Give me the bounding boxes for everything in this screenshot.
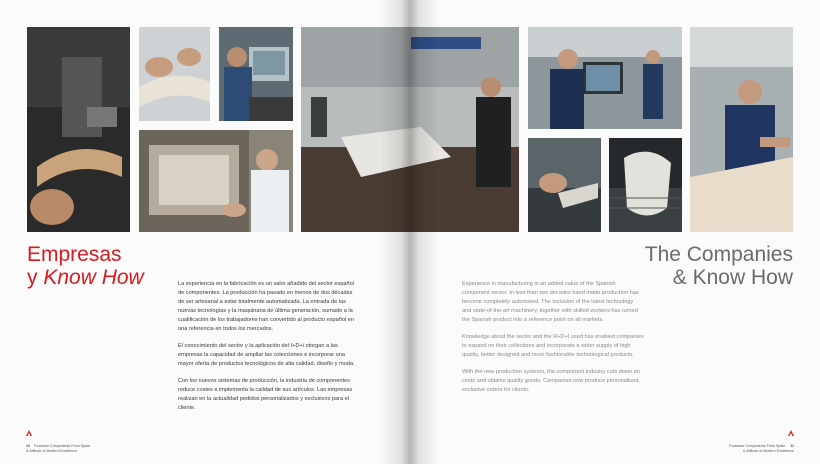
- hands-shaping-sole-photo: [139, 27, 210, 121]
- footer-subtitle: & Attitude of Modern Excellence: [743, 449, 794, 453]
- english-heading: [645, 243, 793, 289]
- sole-mold-photo: [609, 138, 682, 232]
- spanish-paragraph-2: El conocimiento del sector y la aplicación del I+D+i otorgan a las empresas la capacidad de ampliar las colecciones e incorporar una mayor oferta de productos tecnológicos de alta calidad, diseño y moda.: [178, 343, 355, 367]
- english-heading-line2: & Know How: [672, 266, 793, 289]
- shoe-sole-machine-photo: [27, 27, 130, 232]
- english-body-text: [462, 280, 644, 403]
- spanish-heading: [27, 243, 144, 289]
- footer-subtitle: & Attitude of Modern Excellence: [26, 449, 77, 453]
- english-paragraph-2: Knowledge about the sector and the R+D+I used has enabled companies to expand on their collections and incorporate a wider supply of high quality, better designed and more fashionable technological products.: [462, 334, 644, 358]
- spanish-heading-line1: Empresas: [27, 243, 122, 266]
- footer-title: Footwear Components From Spain: [729, 444, 786, 448]
- factory-worker-photo: [690, 27, 793, 232]
- brand-logo-icon: [26, 430, 32, 436]
- page-number: 11: [790, 444, 794, 448]
- right-page-footer: [729, 444, 794, 454]
- page-number: 10: [26, 444, 30, 448]
- sole-trimming-photo: [528, 138, 601, 232]
- footer-title: Footwear Components From Spain: [34, 444, 90, 448]
- english-paragraph-1: Experience in manufacturing is an added value of the Spanish component sector. In less than two decades hand made production has become completely automated. The inclusion of the latest technology and state-of-the-art machinery, together with skilled workers has turned the Spanish product into a reference point on all markets.: [462, 281, 639, 323]
- spanish-heading-prefix: y: [27, 266, 44, 289]
- brand-logo-icon: [788, 430, 794, 436]
- english-paragraph-3: With the new production systems, the component industry cuts down on costs and obtains quality goods. Companies now produce personalised, exclusive orders for clients.: [462, 369, 640, 393]
- spanish-paragraph-1: La experiencia en la fabricación es un valor añadido del sector español de componentes. La producción ha pasado en menos de dos décadas de ser artesanal a estar totalmente automatizada. La entrada de las nuevas tecnologías y la maquinaria de última generación, sumado a la cualificación de los trabajadores han convertido al producto español en una referencia en todos los mercados.: [178, 281, 355, 332]
- spanish-heading-line2: [27, 266, 144, 289]
- spanish-body-text: [178, 280, 360, 421]
- technician-at-monitor-photo: [528, 27, 682, 129]
- spanish-paragraph-3: Con los nuevos sistemas de producción, la industria de componentes reduce costes e implementa la calidad de sus artículos. Las empresas realizan en la actualidad pedidos personalizados y exclusivos para el cliente.: [178, 378, 353, 411]
- leather-rolling-machine-photo: [301, 27, 519, 232]
- english-heading-line1: The Companies: [644, 243, 793, 266]
- lab-technician-machine-photo: [139, 130, 293, 232]
- left-page-footer: [26, 444, 90, 454]
- worker-at-computer-photo: [219, 27, 293, 121]
- spanish-heading-italic: Know How: [43, 266, 144, 289]
